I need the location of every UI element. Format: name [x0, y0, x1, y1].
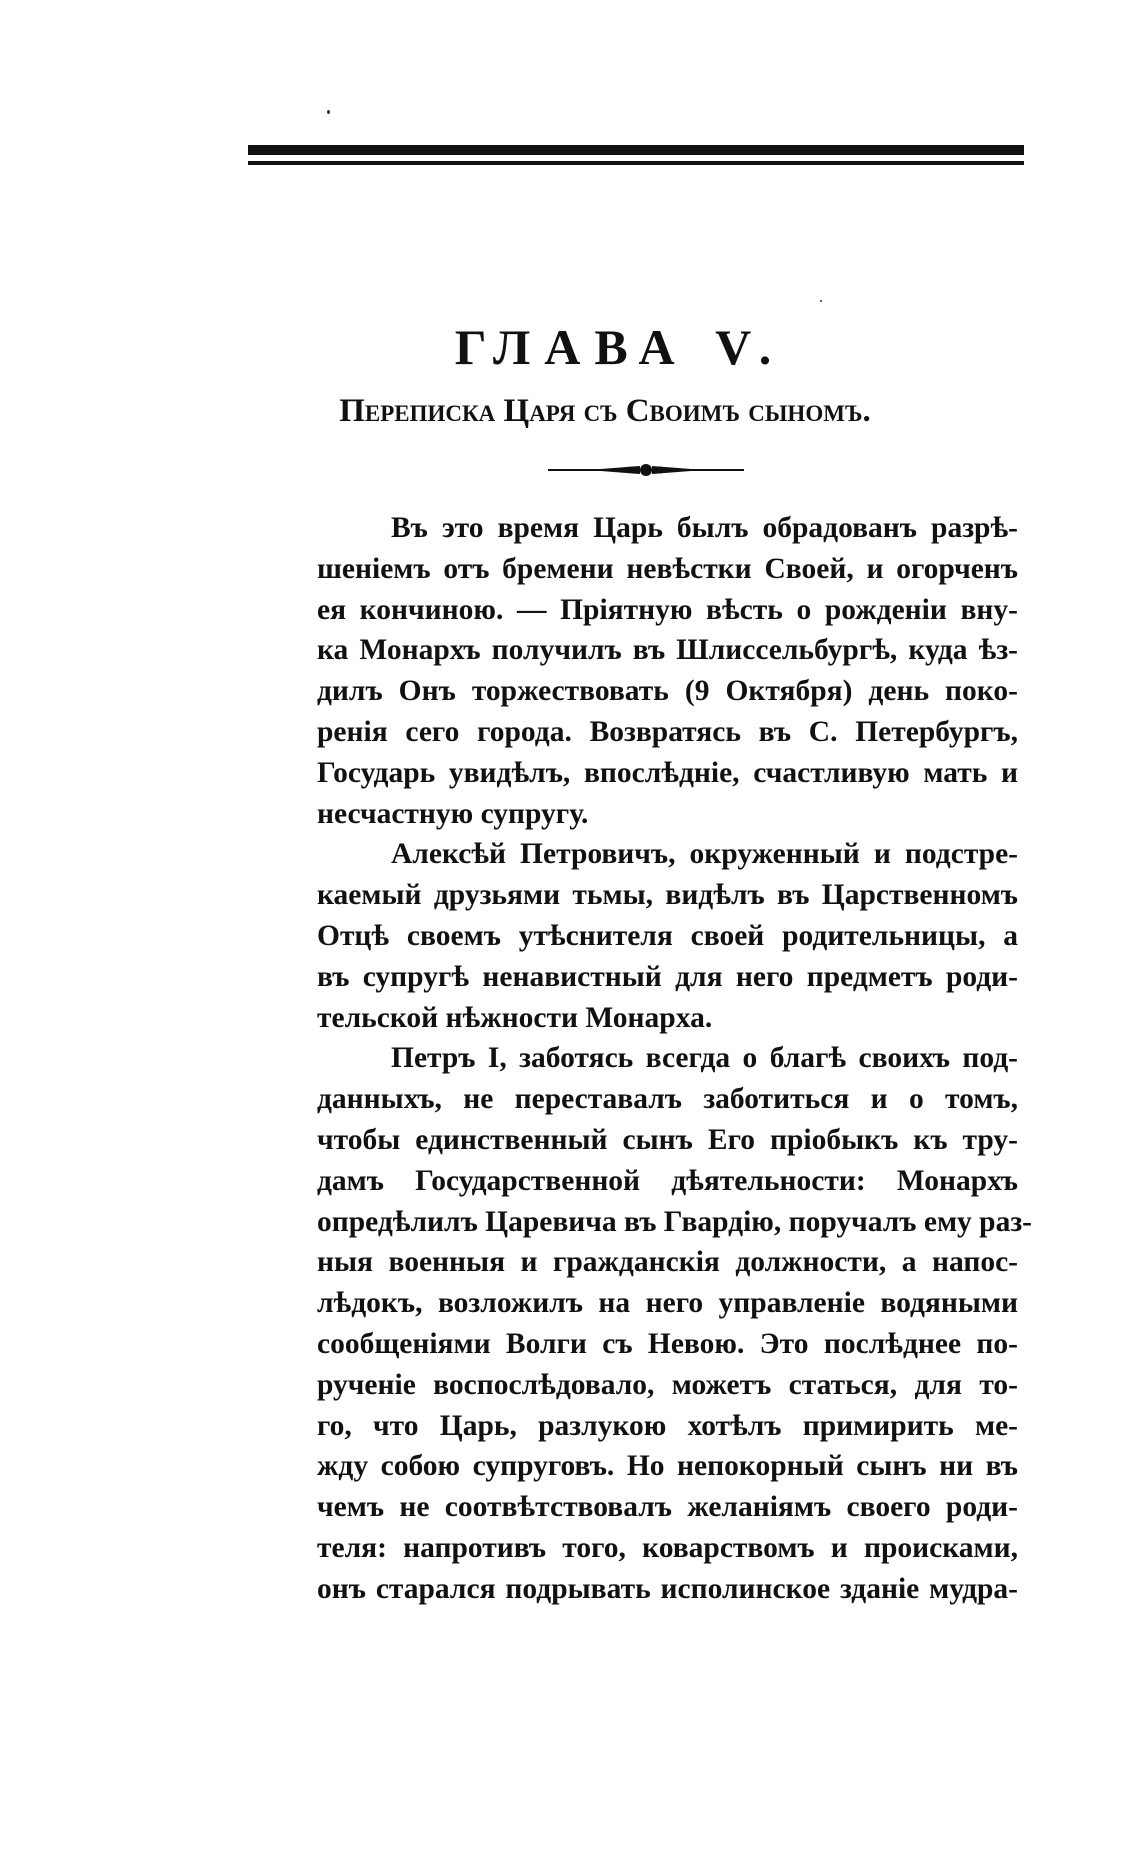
header-rule-thin [248, 161, 1024, 165]
text-line: жду собою супруговъ. Но непокорный сынъ ни въ [317, 1450, 1018, 1483]
text-line: теля: напротивъ того, коварствомъ и происками, [317, 1531, 1018, 1564]
text-line: го, что Царь, разлукою хотѣлъ примирить ме- [317, 1409, 1018, 1442]
text-line: Въ это время Царь былъ обрадованъ разрѣ- [391, 512, 1018, 544]
text-line: рученіе воспослѣдовало, можетъ статься, для то- [317, 1368, 1018, 1401]
text-line: ренія сего города. Возвратясь въ С. Петербургъ, [317, 715, 1018, 748]
header-rule-thick [248, 145, 1024, 155]
text-line: чемъ не соотвѣтствовалъ желаніямъ своего роди- [317, 1491, 1018, 1524]
text-line: несчастную супругу. [317, 797, 589, 830]
text-line: Алексѣй Петровичъ, окруженный и подстре- [391, 838, 1018, 871]
text-line: ея кончиною. — Пріятную вѣсть о рожденіи вну- [317, 593, 1018, 626]
chapter-subtitle: Переписка Царя съ Своимъ сыномъ. [339, 393, 871, 429]
text-line: ка Монархъ получилъ въ Шлиссельбургѣ, куда ѣз- [317, 634, 1018, 667]
chapter-title: ГЛАВА V. [454, 319, 786, 375]
text-line: каемый друзьями тьмы, видѣлъ въ Царственномъ [317, 879, 1018, 912]
text-line: онъ старался подрывать исполинское зданіе мудра- [317, 1572, 1018, 1605]
text-line: тельской нѣжности Монарха. [317, 1001, 713, 1034]
text-line: лѣдокъ, возложилъ на него управленіе водяными [317, 1287, 1018, 1320]
text-line: Петръ I, заботясь всегда о благѣ своихъ под- [391, 1042, 1018, 1075]
header-double-rule [248, 145, 1024, 171]
ink-speck [820, 300, 822, 302]
paragraph [243, 834, 1018, 1038]
text-line: чтобы единственный сынъ Его пріобыкъ къ тру- [317, 1123, 1018, 1156]
text-line: дамъ Государственной дѣятельности: Монархъ [317, 1164, 1018, 1197]
body-text [243, 508, 1033, 1610]
ornament-divider-icon [548, 459, 744, 479]
paragraph [243, 1038, 1033, 1609]
text-line: въ супругѣ ненавистный для него предметъ роди- [317, 960, 1018, 993]
text-line: шеніемъ отъ бремени невѣстки Своей, и огорченъ [317, 552, 1018, 585]
text-line: дилъ Онъ торжествовать (9 Октября) день поко- [317, 675, 1018, 708]
ink-speck [327, 110, 330, 114]
text-line: Отцѣ своемъ утѣснителя своей родительницы, а [317, 919, 1018, 952]
text-line: сообщеніями Волги съ Невою. Это послѣднее по- [317, 1327, 1018, 1360]
text-line: опредѣлилъ Царевича въ Гвардію, поручалъ ему раз- [317, 1205, 1033, 1238]
text-line: данныхъ, не переставалъ заботиться и о томъ, [317, 1083, 1018, 1116]
text-line: Государь увидѣлъ, впослѣдніе, счастливую мать и [317, 756, 1018, 789]
paragraph [243, 508, 1018, 834]
text-line: ныя военныя и гражданскія должности, а напос- [317, 1246, 1018, 1279]
